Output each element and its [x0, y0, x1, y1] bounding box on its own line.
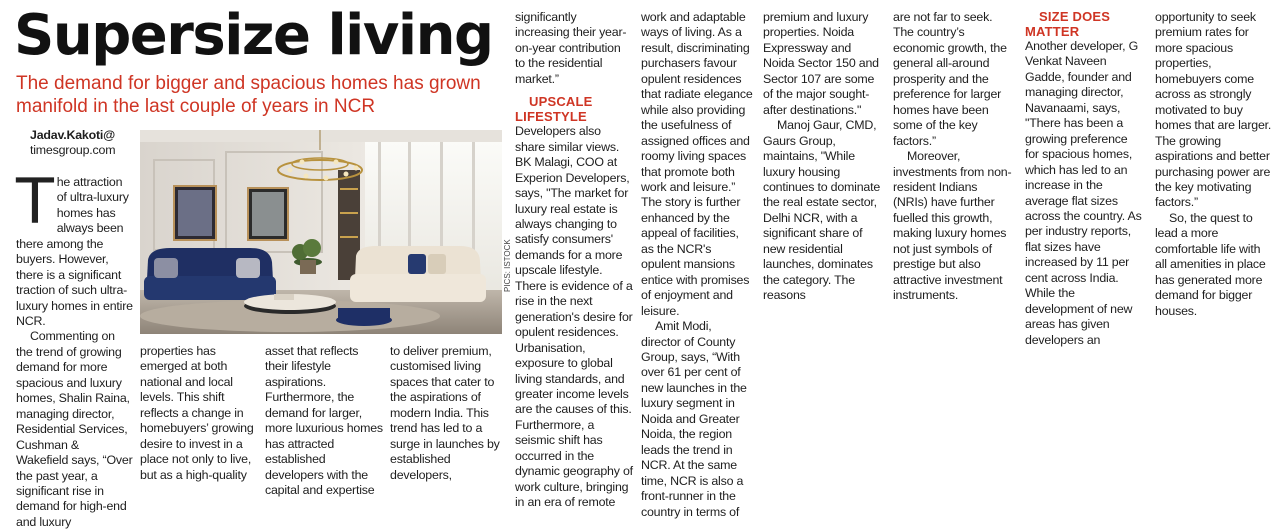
drop-cap: T: [16, 164, 54, 238]
article-column-1: [16, 128, 134, 530]
subheadline: The demand for bigger and spacious homes has grown manifold in the last couple of years in NCR: [16, 73, 481, 117]
paragraph: Developers also share similar views. BK Malagi, COO at Experion Developers, says, "The market for luxury real estate is always changing to satisfy consumers' demands for a more upscale lifestyle. There is evidence of a rise in the next generation's desire for opulent residences. Urbanisation, exposure to global living standards, and greater income levels are the causes of this. Furthermore, a seismic shift has occurred in the dynamic geography of work culture, bringing in an era of remote: [515, 124, 633, 510]
article-column-6: [641, 10, 753, 520]
paragraph: work and adaptable ways of living. As a result, discriminating purchasers favour opulent residences that radiate elegance while also providing the usefulness of assigned offices and roomy living spaces that promote both work and leisure.” The story is further enhanced by the appeal of facilities, as the NCR's opulent mansions entice with promises of enjoyment and leisure.: [641, 10, 753, 318]
paragraph: premium and luxury properties. Noida Expressway and Noida Sector 150 and Sector 107 are some of the major sought-after destinations.": [763, 10, 879, 117]
paragraph: are not far to seek. The country’s economic growth, the general all-around prosperity and the preference for larger homes have been some of the key factors.”: [893, 10, 1007, 148]
article-column-4: [390, 344, 504, 483]
paragraph: to deliver premium, customised living spaces that cater to the aspirations of modern India. This trend has led to a surge in launches by established developers,: [390, 344, 500, 482]
paragraph: So, the quest to lead a more comfortable life with all amenities in place has generated more demand for bigger houses.: [1155, 210, 1266, 318]
paragraph: asset that reflects their lifestyle aspirations. Furthermore, the demand for larger, more luxurious homes has attracted established developers with the capital and expertise: [265, 344, 383, 498]
section-heading-upscale-lifestyle: UPSCALE LIFESTYLE: [515, 94, 593, 124]
living-room-illustration: [140, 130, 502, 334]
article-column-2: [140, 344, 256, 483]
paragraph: properties has emerged at both national and local levels. This shift reflects a change in homebuyers’ growing desire to invest in a place not only to live, but as a high-quality: [140, 344, 254, 482]
paragraph: significantly increasing their year-on-year contribution to the residential market.”: [515, 10, 627, 86]
intro-paragraph: [16, 164, 134, 330]
photo-credit: PICS: ISTOCK: [503, 239, 512, 292]
byline-name: Jadav.Kakoti@: [30, 128, 116, 142]
article-column-3: [265, 344, 383, 499]
paragraph: Another developer, G Venkat Naveen Gadde, founder and managing director, Navanaami, says, "There has been a growing preference for spacious homes, which has led to an increase in the average flat sizes across the country. As per industry reports, flat sizes have increased by 11 per cent across India. While the development of new areas has given developers an: [1025, 39, 1142, 347]
intro-text: he attraction of ultra-luxury homes has always been there among the buyers. However, there is a significant traction of such ultra-luxury homes in entire NCR.: [16, 174, 133, 328]
paragraph: Amit Modi, director of County Group, says, “With over 61 per cent of new launches in the luxury segment in Noida and Greater Noida, the region leads the trend in NCR. At the same time, NCR is also a front-runner in the country in terms of: [641, 319, 747, 519]
byline-domain: timesgroup.com: [30, 143, 116, 158]
article-column-7: [763, 10, 883, 304]
paragraph: opportunity to seek premium rates for more spacious properties, homebuyers come across as strongly motivated to buy homes that are larger. The growing aspirations and better purchasing power are the key motivating factors.”: [1155, 10, 1272, 210]
paragraph: Commenting on the trend of growing demand for more spacious and luxury homes, Shalin Raina, managing director, Residential Services, Cushman & Wakefield says, “Over the past year, a significant rise in demand for high-end and luxury: [16, 329, 133, 529]
article-column-8: [893, 10, 1015, 304]
living-room-photo: [140, 130, 502, 334]
article-column-5: [515, 10, 633, 511]
paragraph: Moreover, investments from non-resident Indians (NRIs) have further fuelled this growth, making luxury homes not just symbols of prestige but also attractive investment instruments.: [893, 149, 1012, 303]
article-column-9: [1025, 10, 1143, 348]
section-heading-size-does-matter: SIZE DOES MATTER: [1025, 9, 1111, 39]
paragraph: Manoj Gaur, CMD, Gaurs Group, maintains, "While luxury housing continues to dominate the real estate sector, Delhi NCR, with a significant share of new residential launches, dominates the category. The reasons: [763, 118, 881, 303]
article-column-10: [1155, 10, 1273, 319]
headline: Supersize living: [14, 3, 493, 68]
